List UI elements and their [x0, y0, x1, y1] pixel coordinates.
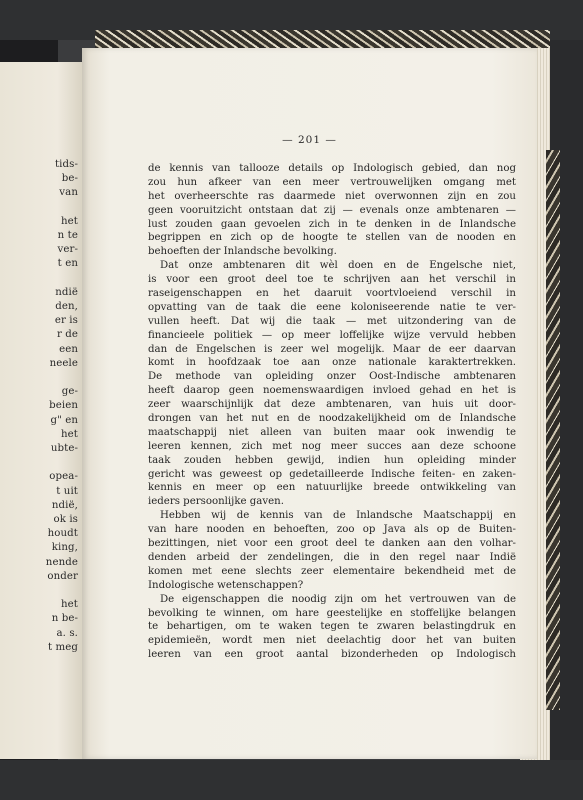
text-line: taak zouden hebben gewijd, indien hun opleiding minder	[148, 454, 516, 466]
text-line: geen vooruitzicht ontstaan dat zij — evenals onze ambtenaren —	[148, 204, 516, 216]
left-page-fragment: onder	[47, 570, 78, 582]
left-page-fragment: van	[59, 187, 78, 199]
text-line: komt in hoofdzaak toe aan onze nationale karaktertrekken.	[148, 357, 516, 369]
text-line: te behartigen, om te waken tegen te zwaren belastingdruk en	[148, 621, 516, 633]
left-page-fragment: n be-	[51, 613, 78, 625]
left-page-fragment: n te	[57, 230, 78, 241]
text-line: Indologische wetenschappen?	[148, 579, 304, 591]
left-page-fragment: ndië,	[51, 499, 78, 511]
left-page-fragment: g" en	[50, 414, 78, 426]
left-page-fragment: t meg	[47, 641, 78, 653]
text-line: drongen van het nut en de noodzakelijkheid om de Inlandsche	[148, 413, 516, 425]
left-page-fragment: t uit	[56, 485, 78, 497]
text-line: Hebben wij de kennis van de Inlandsche Maatschappij en	[160, 510, 516, 522]
text-line: bezittingen, niet voor een groot deel te danken aan den volhar-	[148, 538, 516, 550]
text-line: maatschappij niet alleen van buiten maar ook inwendig te	[148, 426, 516, 438]
text-line: bevolking te winnen, om hare geestelijke en stoffelijke belangen	[148, 607, 516, 619]
text-line: financieele politiek — op meer loffelijke wijze vervuld hebben	[148, 329, 516, 341]
text-line: dan de Engelschen is zeer wel mogelijk. Maar de eer daarvan	[148, 343, 516, 355]
text-line: epidemieën, wordt men niet deelachtig door het van buiten	[148, 635, 516, 647]
text-line: gericht was geweest op gedetailleerde Indische feiten- en zaken-	[148, 468, 516, 480]
left-page-fragment: beien	[49, 400, 78, 412]
left-page-fragment: neele	[49, 357, 78, 369]
text-line: denden arbeid der zendelingen, die in den regel naar Indië	[148, 551, 516, 563]
left-page-fragment: t en	[57, 258, 78, 270]
left-page-fragment: ge-	[61, 386, 78, 398]
marbled-edge-right	[546, 150, 560, 710]
left-page-fragment: het	[61, 428, 78, 440]
marbled-edge-top	[95, 30, 550, 50]
text-line: het overheerschte ras daarmede niet overwonnen zijn en zou	[148, 190, 516, 202]
text-line: de kennis van tallooze details op Indologisch gebied, dan nog	[148, 163, 516, 174]
left-page-fragment: nende	[45, 556, 78, 568]
text-line: behoeften der Inlandsche bevolking.	[148, 246, 337, 258]
body-text	[148, 162, 516, 662]
left-page-fragment: den,	[55, 301, 78, 312]
text-line: is voor een groot deel toe te schrijven aan het verschil in	[148, 274, 516, 286]
left-page-fragment: a. s.	[56, 627, 78, 639]
left-page-fragment: tids-	[54, 159, 78, 170]
text-line: vullen heeft. Dat wij die taak — met uitzondering van de	[148, 315, 516, 327]
text-line: begrippen en zich op de hoogte te stellen van de nooden en	[148, 232, 516, 244]
text-line: leeren van een groot aantal bizonderheden op Indologisch	[148, 649, 516, 661]
left-page-fragment: opea-	[49, 471, 78, 483]
left-page	[0, 62, 82, 759]
text-line: opvatting van de taak die eene koloniseerende natie te ver-	[148, 301, 516, 313]
text-line: leeren kennen, zich met nog meer succes aan deze schoone	[148, 440, 516, 452]
left-page-fragment: ver-	[57, 244, 78, 256]
text-line: kennis en meer op een natuurlijke breede ontwikkeling van	[148, 482, 516, 494]
left-page-fragment: houdt	[47, 528, 78, 540]
text-line: zou hun afkeer van een meer vertrouwelijken omgang met	[148, 176, 516, 188]
text-line: ieders persoonlijke gaven.	[148, 496, 284, 508]
left-page-fragment: be-	[61, 173, 78, 185]
left-page-fragment: een	[59, 343, 78, 355]
left-page-fragment: er is	[54, 315, 78, 327]
text-line: van hare nooden en behoeften, zoo op Java als op de Buiten-	[148, 524, 516, 536]
text-line: De methode van opleiding onzer Oost-Indische ambtenaren	[148, 371, 516, 383]
text-line: lust zouden gaan gevoelen zich in te denken in de Inlandsche	[148, 218, 516, 230]
text-line: komen met eene slechts zeer elementaire bekendheid met de	[148, 565, 516, 577]
text-line: De eigenschappen die noodig zijn om het vertrouwen van de	[160, 593, 516, 605]
left-page-fragment: het	[61, 599, 78, 611]
left-page-fragment: ndië	[55, 286, 78, 298]
left-page-fragment: r de	[56, 329, 78, 341]
right-page	[82, 48, 537, 759]
page-number: — 201 —	[282, 134, 337, 146]
text-line: Dat onze ambtenaren dit wèl doen en de Engelsche niet,	[160, 260, 516, 272]
text-line: zeer waarschijnlijk dat deze ambtenaren, van huis uit door-	[148, 399, 516, 411]
left-page-fragment: king,	[51, 542, 78, 554]
text-line: heeft daarop geen noemenswaardigen invloed gehad en het is	[148, 385, 516, 397]
background-bottom	[0, 760, 583, 800]
text-line: raseigenschappen en het daaruit voortvloeiend verschil in	[148, 288, 516, 300]
left-page-fragment: ubte-	[50, 443, 78, 454]
left-page-fragment: ok is	[53, 514, 78, 525]
left-page-fragment: het	[61, 215, 78, 227]
